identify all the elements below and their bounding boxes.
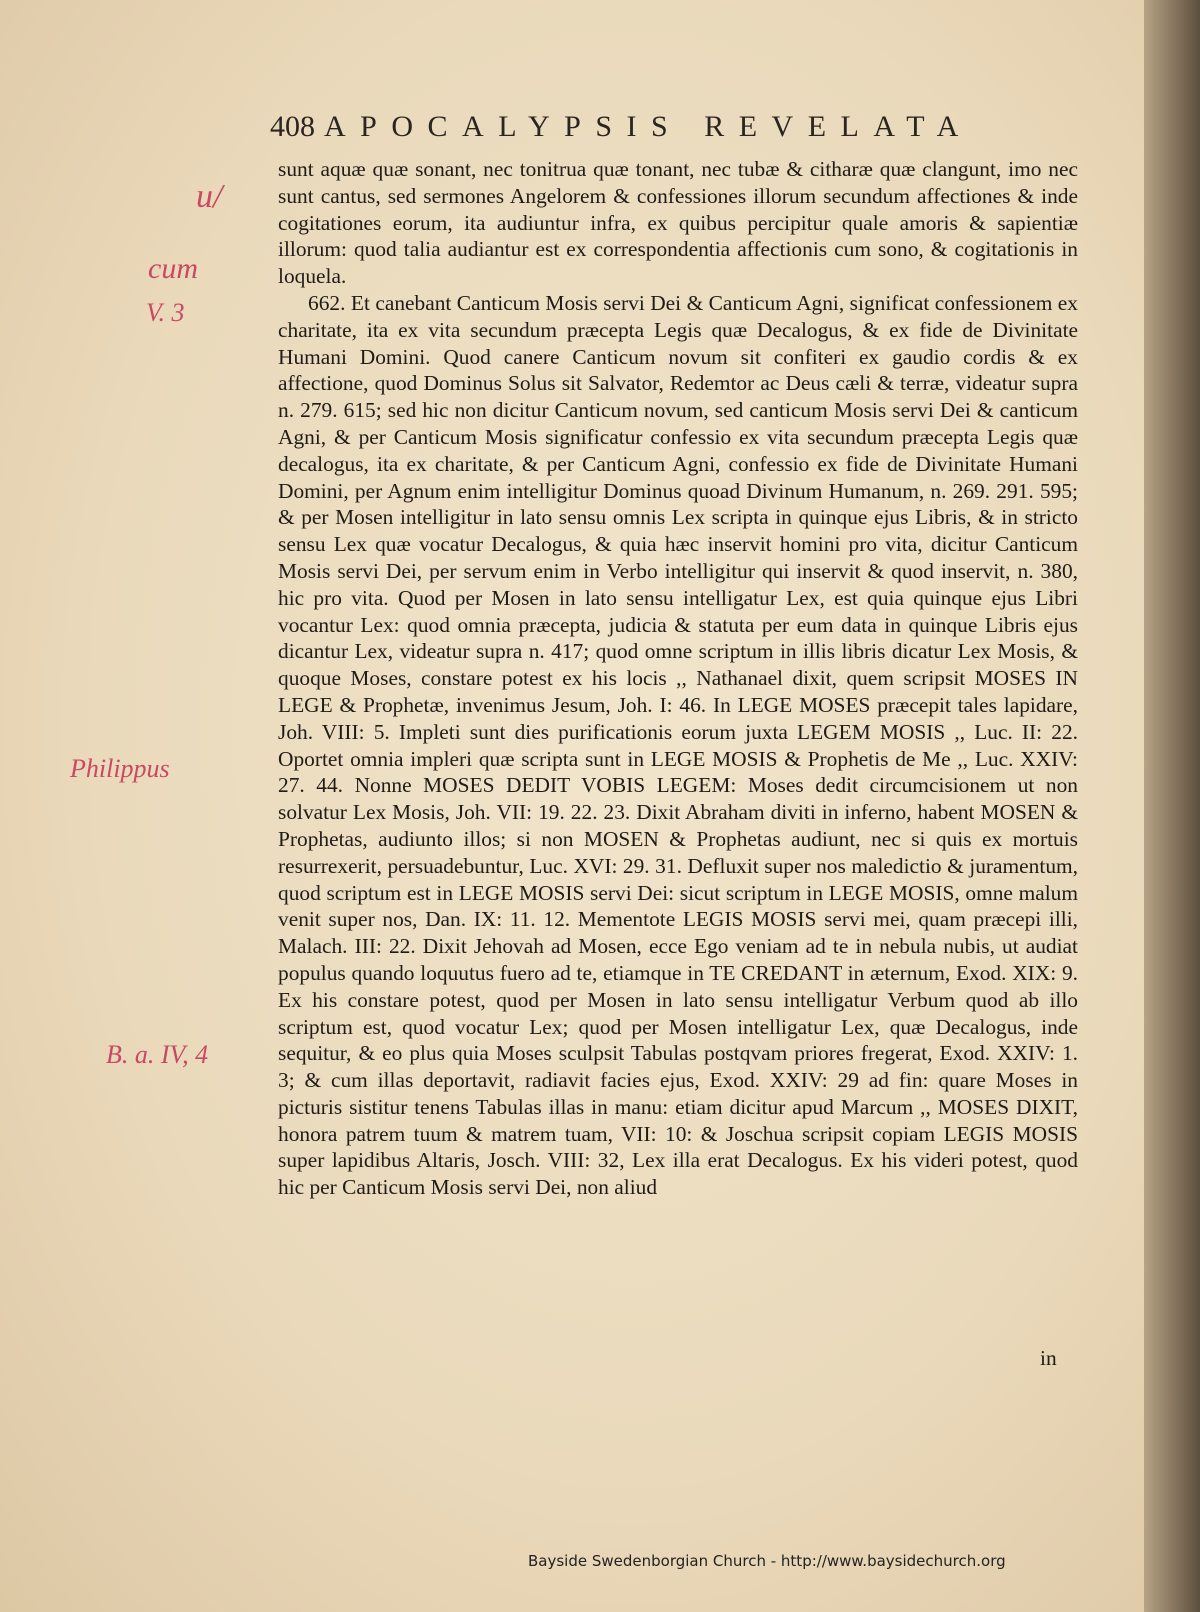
catchword: in: [1040, 1346, 1057, 1370]
paragraph-662: 662. Et canebant Canticum Mosis servi Dei & Canticum Agni, significat confessionem ex charitate, ita ex vita secundum præcepta Legis quæ Decalogus, & ex fide de Divinitate Humani Domini. Quod canere Canticum novum sit confiteri ex gaudio cordis & ex affectione, quod Dominus Solus sit Salvator, Redemtor ac Deus cæli & terræ, videatur supra n. 279. 615; sed hic non dicitur Canticum novum, sed canticum Mosis servi Dei & canticum Agni, & per Canticum Mosis significatur confessio ex vita secundum præcepta Legis quæ decalogus, ita ex charitate, & per Canticum Agni, confessio ex fide de Divinitate Humani Domini, per Agnum enim intelligitur Dominus quoad Divinum Humanum, n. 269. 291. 595; & per Mosen intelligitur in lato sensu omnis Lex scripta in quinque ejus Libris, & in stricto sensu Lex quæ vocatur Decalogus, & quia hæc inservit homini pro vita, dicitur Canticum Mosis servi Dei, per servum enim in Verbo intelligitur qui inservit & quod inservit, n. 380, hic pro vita. Quod per Mosen in lato sensu intelligatur Lex, est quia quinque ejus Libri vocantur Lex: quod omnia præcepta, judicia & statuta per eum data in quinque Libris ejus dicantur Lex, videatur supra n. 417; quod omne scriptum in illis libris dicatur Lex Mosis, & quoque Moses, constare potest ex his locis ,, Nathanael dixit, quem scripsit MOSES IN LEGE & Prophetæ, invenimus Jesum, Joh. I: 46. In LEGE MOSES præcepit tales lapidare, Joh. VIII: 5. Impleti sunt dies purificationis eorum juxta LEGEM MOSIS ,, Luc. II: 22. Oportet omnia impleri quæ scripta sunt in LEGE MOSIS & Prophetis de Me ,, Luc. XXIV: 27. 44. Nonne MOSES DEDIT VOBIS LEGEM: Moses dedit circumcisionem ut non solvatur Lex Mosis, Joh. VII: 19. 22. 23. Dixit Abraham diviti in inferno, habent MOSEN & Prophetas, audiunto illos; si non MOSEN & Prophetas audiunt, nec si quis ex mortuis resurrexerit, persuadebuntur, Luc. XVI: 29. 31. Defluxit super nos maledictio & juramentum, quod scriptum est in LEGE MOSIS servi Dei: sicut scriptum in LEGE MOSIS, omne malum venit super nos, Dan. IX: 11. 12. Mementote LEGIS MOSIS servi mei, quam præcepi illi, Malach. III: 22. Dixit Jehovah ad Mosen, ecce Ego veniam ad te in nebula nubis, ut audiat populus quando loquutus fuero ad te, etiamque in TE CREDANT in æternum, Exod. XIX: 9. Ex his constare potest, quod per Mosen in lato sensu intelligatur Verbum quod ab illo scriptum est, quod vocatur Lex; quod per Mosen intelligatur Lex, quæ Decalogus, inde sequitur, & eo plus quia Moses sculpsit Tabulas postqvam priores fregerat, Exod. XXIV: 1. 3; & cum illas deportavit, radiavit facies ejus, Exod. XXIV: 29 ad fin: quare Moses in picturis sistitur tenens Tabulas illas in manu: etiam dicitur apud Marcum ,, MOSES DIXIT, honora patrem tuum & matrem tuam, VII: 10: & Joschua scripsit copiam LEGIS MOSIS super lapidibus Altaris, Josch. VIII: 32, Lex illa erat Decalogus. Ex his videri potest, quod hic per Canticum Mosis servi Dei, non aliud: [278, 290, 1078, 1200]
margin-note: V. 3: [146, 298, 185, 327]
margin-note: B. a. IV, 4: [106, 1040, 209, 1069]
footer-credit: Bayside Swedenborgian Church - http://www.baysidechurch.org: [528, 1552, 1006, 1570]
margin-note: Philippus: [70, 754, 170, 783]
page-header: [270, 108, 1070, 152]
page-number: 408: [270, 110, 315, 143]
running-title: APOCALYPSIS REVELATA: [324, 110, 973, 143]
body-text: [278, 156, 1078, 1386]
continuation-paragraph: sunt aquæ quæ sonant, nec tonitrua quæ tonant, nec tubæ & citharæ quæ clangunt, imo nec sunt cantus, sed sermones Angelorem & confessiones illorum secundum affectiones & inde cogitationes eorum, ita audiuntur infra, ex quibus percipitur quale amoris & sapientiæ illorum: quod talia audiantur est ex correspondentia affectionis cum sono, & cogitationis in loquela.: [278, 157, 1078, 289]
margin-note: u/: [196, 178, 223, 215]
book-spine-shadow: [1144, 0, 1200, 1612]
margin-note: cum: [148, 252, 198, 285]
